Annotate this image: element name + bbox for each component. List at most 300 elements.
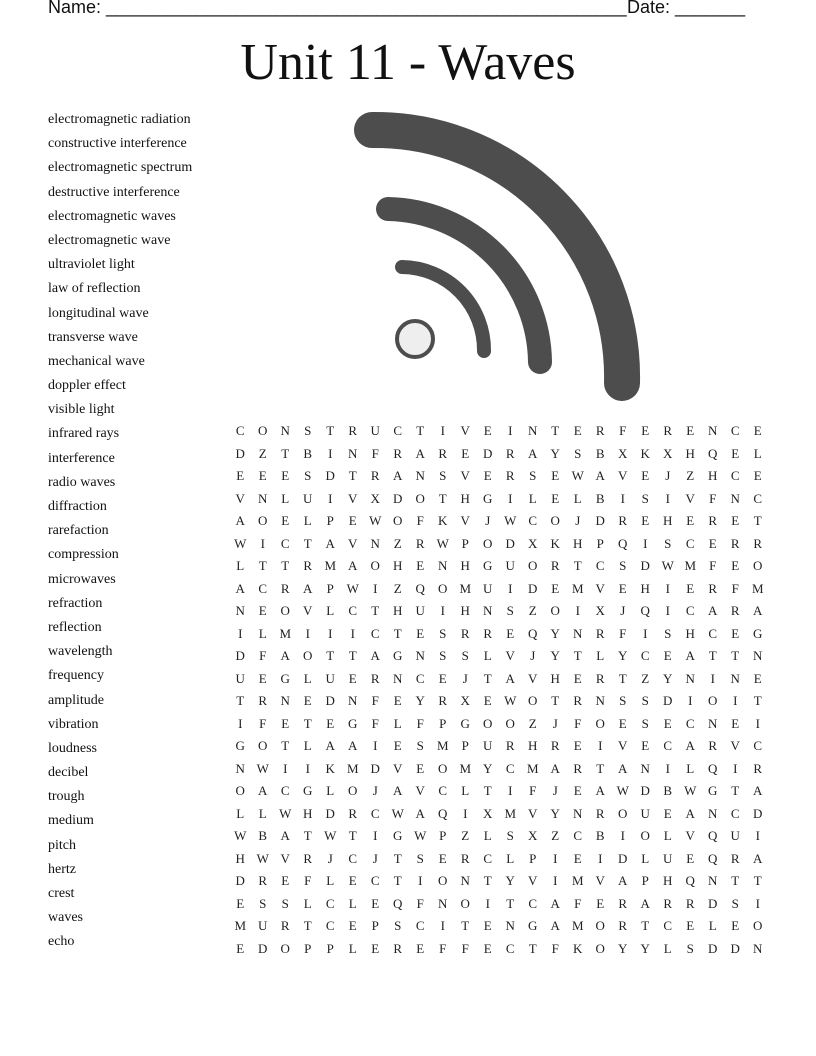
grid-cell: I [508,580,513,596]
grid-cell: O [640,828,650,844]
grid-cell: L [641,850,650,866]
grid-cell: S [281,895,289,911]
grid-cell: I [733,760,738,776]
grid-cell: I [305,625,310,641]
grid-cell: C [370,625,380,641]
grid-cell: C [685,603,695,619]
grid-cell: C [348,603,358,619]
grid-cell: K [550,535,560,551]
grid-cell: R [618,513,628,529]
grid-cell: D [640,558,650,574]
grid-cell: R [708,513,718,529]
word-list-item: electromagnetic wave [48,232,171,248]
grid-cell: E [686,918,695,934]
grid-cell: V [595,873,605,889]
grid-cell: A [550,918,560,934]
grid-cell: T [551,423,560,439]
grid-cell: P [641,873,649,889]
grid-cell: F [551,940,559,956]
grid-cell: Q [438,805,448,821]
grid-row [229,780,769,803]
grid-row [229,825,769,848]
grid-cell: D [640,783,650,799]
grid-cell: V [505,648,515,664]
grid-cell: L [528,490,537,506]
grid-row [229,758,769,781]
grid-cell: R [505,738,515,754]
grid-cell: Z [258,445,267,461]
grid-cell: C [348,850,358,866]
grid-cell: I [755,895,760,911]
grid-cell: G [460,715,470,731]
grid-cell: Z [393,535,402,551]
grid-cell: F [371,445,379,461]
word-list-item: diffraction [48,499,107,514]
grid-cell: F [439,940,447,956]
grid-cell: C [325,918,335,934]
word-list-item: hertz [48,861,76,877]
grid-cell: A [325,535,335,551]
grid-cell: A [280,828,290,844]
grid-cell: E [551,490,560,506]
grid-cell: N [595,693,605,709]
grid-cell: R [303,558,313,574]
word-list-item: mechanical wave [48,353,145,369]
grid-cell: M [324,558,337,574]
grid-cell: X [663,445,673,461]
grid-cell: N [348,693,358,709]
grid-cell: W [256,850,269,866]
grid-cell: R [663,423,673,439]
grid-cell: C [415,670,425,686]
grid-cell: D [325,805,335,821]
grid-cell: E [348,873,357,889]
grid-cell: N [573,805,583,821]
grid-cell: N [280,693,290,709]
grid-cell: N [235,603,245,619]
grid-cell: R [348,805,358,821]
grid-cell: C [280,783,290,799]
grid-cell: E [618,715,627,731]
grid-cell: R [618,895,628,911]
grid-cell: E [416,625,425,641]
grid-cell: G [393,648,403,664]
grid-cell: Y [618,648,628,664]
grid-cell: R [438,445,448,461]
grid-cell: J [327,850,333,866]
grid-cell: N [370,535,380,551]
grid-cell: D [325,693,335,709]
grid-cell: C [528,513,538,529]
grid-cell: U [640,805,650,821]
word-list [48,108,218,955]
grid-cell: A [640,895,650,911]
grid-cell: P [326,513,334,529]
grid-cell: N [438,558,448,574]
grid-cell: C [370,805,380,821]
word-list-item: longitudinal wave [48,305,149,321]
grid-cell: S [619,693,627,709]
grid-cell: O [618,805,628,821]
grid-cell: N [348,445,358,461]
grid-cell: R [348,423,358,439]
grid-cell: L [686,760,695,776]
grid-cell: O [415,490,425,506]
grid-cell: W [391,805,404,821]
grid-cell: Z [528,603,537,619]
grid-cell: F [416,513,424,529]
grid-cell: X [595,603,605,619]
grid-cell: V [618,738,628,754]
grid-cell: I [328,445,333,461]
grid-cell: L [708,918,717,934]
grid-cell: I [508,783,513,799]
grid-cell: E [731,445,740,461]
grid-cell: S [664,535,672,551]
grid-cell: Q [415,580,425,596]
grid-cell: S [439,625,447,641]
word-list-item: rarefaction [48,523,109,539]
grid-cell: E [573,738,582,754]
grid-cell: E [753,468,762,484]
grid-cell: U [483,738,493,754]
grid-cell: O [460,895,470,911]
grid-cell: O [438,760,448,776]
grid-cell: C [730,468,740,484]
grid-cell: R [505,468,515,484]
grid-cell: F [259,648,267,664]
grid-cell: D [708,940,718,956]
grid-cell: A [235,513,245,529]
grid-cell: A [753,603,763,619]
grid-cell: T [438,490,447,506]
word-list-item: echo [48,934,75,950]
grid-cell: G [393,828,403,844]
grid-cell: N [280,423,290,439]
grid-cell: V [415,783,425,799]
grid-cell: A [618,760,628,776]
word-list-item: decibel [48,765,89,781]
grid-cell: W [504,513,517,529]
grid-cell: N [235,760,245,776]
grid-cell: R [280,918,290,934]
grid-cell: E [483,940,492,956]
grid-cell: A [393,783,403,799]
grid-cell: A [325,738,335,754]
grid-cell: W [616,783,629,799]
grid-cell: N [415,468,425,484]
grid-cell: O [550,603,560,619]
grid-cell: I [283,760,288,776]
grid-row [229,465,769,488]
grid-cell: I [508,423,513,439]
grid-cell: L [483,648,492,664]
grid-cell: O [595,940,605,956]
grid-cell: P [304,940,312,956]
wifi-signal-icon [340,105,660,405]
grid-cell: W [661,558,674,574]
grid-cell: O [438,873,448,889]
grid-cell: H [685,625,695,641]
grid-cell: D [753,805,763,821]
grid-row [229,668,769,691]
grid-cell: N [573,625,583,641]
grid-cell: E [236,468,245,484]
grid-cell: Q [708,850,718,866]
grid-cell: M [504,805,517,821]
grid-cell: T [348,468,357,484]
grid-cell: A [753,783,763,799]
grid-cell: O [505,715,515,731]
grid-cell: I [575,603,580,619]
word-list-item: waves [48,910,83,926]
grid-cell: H [393,603,403,619]
grid-cell: R [595,625,605,641]
grid-cell: T [393,873,402,889]
grid-cell: E [483,918,492,934]
grid-cell: C [708,625,718,641]
grid-cell: Q [708,828,718,844]
grid-cell: U [303,490,313,506]
grid-cell: E [551,468,560,484]
grid-cell: I [418,873,423,889]
grid-cell: Z [528,715,537,731]
grid-cell: E [236,895,245,911]
grid-cell: O [280,940,290,956]
grid-cell: E [573,850,582,866]
grid-cell: A [753,850,763,866]
header [48,0,748,19]
grid-row [229,735,769,758]
grid-cell: Z [686,468,695,484]
grid-cell: V [235,490,245,506]
word-list-item: electromagnetic spectrum [48,160,193,176]
grid-cell: W [369,513,382,529]
grid-cell: A [370,648,380,664]
date-field-label: Date: _______ [627,0,746,17]
grid-cell: I [665,580,670,596]
grid-cell: I [260,535,265,551]
grid-row [229,623,769,646]
grid-cell: R [550,558,560,574]
grid-cell: L [393,715,402,731]
grid-cell: G [528,918,538,934]
grid-cell: P [439,828,447,844]
grid-cell: I [665,490,670,506]
grid-cell: S [461,648,469,664]
grid-cell: J [462,670,468,686]
grid-cell: T [236,693,245,709]
grid-cell: G [348,715,358,731]
grid-cell: A [618,873,628,889]
grid-cell: E [686,513,695,529]
grid-cell: N [753,940,763,956]
grid-cell: X [460,693,470,709]
grid-cell: E [258,468,267,484]
grid-cell: R [730,535,740,551]
grid-cell: U [370,423,380,439]
grid-cell: T [371,603,380,619]
grid-cell: H [685,445,695,461]
grid-cell: S [439,468,447,484]
grid-cell: Y [415,693,425,709]
grid-cell: S [439,648,447,664]
grid-cell: T [258,558,267,574]
grid-cell: T [618,670,627,686]
grid-cell: H [303,805,313,821]
grid-cell: V [460,468,470,484]
grid-cell: O [280,603,290,619]
grid-cell: V [685,828,695,844]
grid-cell: R [685,895,695,911]
grid-cell: X [483,805,493,821]
grid-cell: Q [393,895,403,911]
grid-cell: A [505,670,515,686]
grid-cell: C [663,918,673,934]
grid-cell: L [326,603,335,619]
grid-cell: S [686,940,694,956]
grid-cell: L [663,940,672,956]
grid-cell: T [281,558,290,574]
grid-cell: R [460,850,470,866]
grid-cell: V [280,850,290,866]
grid-cell: X [618,445,628,461]
grid-cell: I [620,490,625,506]
grid-cell: L [236,805,245,821]
grid-cell: C [370,873,380,889]
grid-cell: C [640,648,650,664]
grid-cell: T [573,558,582,574]
grid-cell: S [394,918,402,934]
grid-cell: N [708,715,718,731]
grid-cell: Z [393,580,402,596]
grid-cell: O [483,535,493,551]
grid-cell: J [552,715,558,731]
grid-cell: J [620,603,626,619]
grid-cell: T [483,783,492,799]
grid-cell: F [461,940,469,956]
grid-cell: O [235,783,245,799]
grid-cell: W [256,760,269,776]
grid-cell: F [619,423,627,439]
grid-cell: T [731,648,740,664]
grid-cell: I [710,670,715,686]
grid-cell: I [688,693,693,709]
grid-cell: K [438,513,448,529]
grid-cell: Y [550,648,560,664]
grid-cell: M [571,580,584,596]
grid-cell: T [326,648,335,664]
grid-cell: E [663,715,672,731]
grid-cell: E [483,693,492,709]
grid-cell: M [571,873,584,889]
grid-cell: S [259,895,267,911]
grid-cell: E [731,715,740,731]
grid-cell: R [730,850,740,866]
grid-cell: S [641,693,649,709]
grid-row [229,848,769,871]
grid-cell: B [663,783,673,799]
grid-cell: G [303,783,313,799]
grid-cell: R [573,760,583,776]
grid-cell: E [393,693,402,709]
grid-cell: E [708,535,717,551]
word-list-item: microwaves [48,571,116,587]
grid-cell: T [596,760,605,776]
grid-cell: E [731,625,740,641]
grid-cell: M [346,760,359,776]
grid-cell: O [370,558,380,574]
grid-cell: W [684,783,697,799]
grid-cell: D [730,940,740,956]
grid-cell: E [461,445,470,461]
grid-cell: I [328,625,333,641]
grid-row [229,938,769,961]
grid-row [229,803,769,826]
grid-cell: R [595,805,605,821]
grid-cell: L [236,558,245,574]
grid-cell: N [708,423,718,439]
grid-cell: I [553,873,558,889]
grid-cell: E [506,625,515,641]
grid-cell: G [753,625,763,641]
grid-cell: N [685,670,695,686]
grid-cell: A [415,445,425,461]
grid-cell: R [730,603,740,619]
grid-cell: V [460,513,470,529]
grid-cell: R [258,873,268,889]
grid-cell: E [641,468,650,484]
grid-cell: Y [550,805,560,821]
grid-cell: T [753,513,762,529]
grid-cell: U [325,670,335,686]
grid-cell: H [460,558,470,574]
grid-cell: P [326,940,334,956]
grid-cell: E [371,940,380,956]
grid-cell: T [551,693,560,709]
grid-cell: M [571,918,584,934]
grid-cell: F [416,895,424,911]
grid-cell: C [505,940,515,956]
grid-cell: R [753,535,763,551]
grid-cell: Q [640,603,650,619]
grid-cell: E [416,760,425,776]
grid-cell: F [416,715,424,731]
grid-cell: C [325,895,335,911]
grid-cell: H [550,670,560,686]
grid-cell: C [438,783,448,799]
grid-cell: E [641,738,650,754]
grid-cell: O [258,513,268,529]
grid-cell: S [416,850,424,866]
grid-cell: F [371,693,379,709]
word-list-item: pitch [48,837,76,853]
grid-row [229,578,769,601]
grid-cell: A [550,895,560,911]
grid-cell: J [485,513,491,529]
grid-cell: O [753,558,763,574]
grid-cell: V [528,805,538,821]
grid-cell: J [665,468,671,484]
grid-cell: T [348,648,357,664]
grid-cell: A [280,648,290,664]
grid-cell: C [663,738,673,754]
grid-cell: N [393,670,403,686]
grid-cell: X [370,490,380,506]
grid-cell: Q [708,445,718,461]
grid-cell: A [348,558,358,574]
grid-cell: N [708,873,718,889]
